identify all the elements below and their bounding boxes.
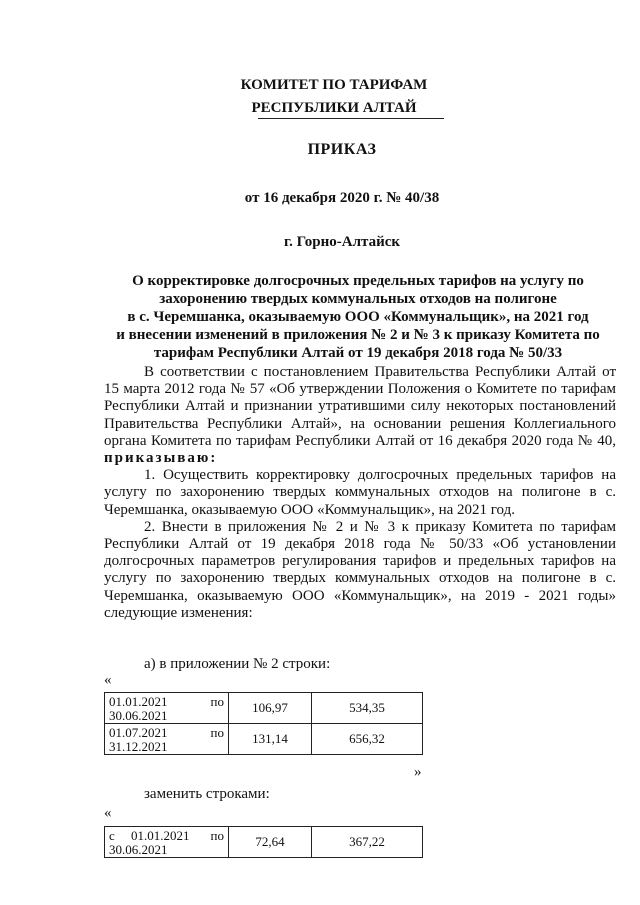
period-from: с 01.01.2021 — [109, 828, 190, 843]
org-name-line1: КОМИТЕТ ПО ТАРИФАМ — [240, 77, 428, 93]
date-number: от 16 декабря 2020 г. № 40/38 — [244, 190, 440, 206]
replace-with-label: заменить строками: — [144, 786, 270, 802]
period-from: 01.07.2021 — [109, 725, 168, 740]
orders-word: приказываю: — [104, 450, 218, 467]
tariff-value-1: 131,14 — [229, 724, 312, 755]
period-to: 30.06.2021 — [109, 708, 168, 723]
open-quote: « — [104, 805, 112, 821]
period-to: 30.06.2021 — [109, 842, 168, 857]
tariff-value-1: 106,97 — [229, 693, 312, 724]
table-row — [105, 693, 423, 724]
period-cell — [105, 827, 229, 858]
period-cell — [105, 693, 229, 724]
close-quote: » — [414, 764, 422, 780]
subject-line: в с. Черемшанка, оказываемую ООО «Коммунальщик», на 2021 год — [127, 309, 589, 325]
period-cell — [105, 724, 229, 755]
header-underline — [258, 118, 444, 119]
period-po: по — [210, 828, 224, 843]
tariff-value-1: 72,64 — [229, 827, 312, 858]
table-row — [105, 724, 423, 755]
period-po: по — [210, 725, 224, 740]
period-to: 31.12.2021 — [109, 739, 168, 754]
open-quote: « — [104, 672, 112, 688]
preamble-paragraph — [104, 364, 616, 467]
period-from: 01.01.2021 — [109, 694, 168, 709]
preamble-text: В соответствии с постановлением Правительства Республики Алтай от 15 марта 2012 года № 57 «Об утверждении Положения о Комитете по тарифам Республики Алтай и признании утратившими силу некоторых постановлений Правительства Республики Алтай», на основании решения Коллегиального органа Комитета по тарифам Республики Алтай от 16 декабря 2020 года № 40, — [104, 364, 616, 449]
subject-block — [100, 272, 616, 362]
body-text — [104, 364, 616, 622]
old-rows-table — [104, 692, 423, 755]
item-1: 1. Осуществить корректировку долгосрочных предельных тарифов на услугу по захоронению твердых коммунальных отходов на полигоне в с. Черемшанка, оказываемую ООО «Коммунальщик», на 2021 год. — [104, 467, 616, 518]
item-2: 2. Внести в приложения № 2 и № 3 к приказу Комитета по тарифам Республики Алтай от 19 декабря 2018 года № 50/33 «Об установлении долгосрочных параметров регулирования тарифов и предельных тарифов на услугу по захоронению твердых коммунальных отходов на полигоне в с. Черемшанка, оказываемую ООО «Коммунальщик», на 2019 - 2021 годы» следующие изменения: — [104, 518, 616, 621]
tariff-value-2: 534,35 — [312, 693, 423, 724]
org-name-line2: РЕСПУБЛИКИ АЛТАЙ — [251, 100, 417, 116]
subject-line: тарифам Республики Алтай от 19 декабря 2018 года № 50/33 — [153, 345, 563, 361]
tariff-value-2: 367,22 — [312, 827, 423, 858]
subject-line: захоронению твердых коммунальных отходов на полигоне — [159, 291, 557, 307]
city: г. Горно-Алтайск — [283, 234, 401, 250]
document-type: ПРИКАЗ — [307, 141, 377, 158]
tariff-value-2: 656,32 — [312, 724, 423, 755]
table-row — [105, 827, 423, 858]
new-rows-table — [104, 826, 423, 858]
sub-item-a: а) в приложении № 2 строки: — [144, 656, 331, 672]
subject-line: О корректировке долгосрочных предельных тарифов на услугу по — [132, 273, 584, 289]
subject-line: и внесении изменений в приложения № 2 и № 3 к приказу Комитета по — [116, 327, 600, 343]
period-po: по — [210, 694, 224, 709]
